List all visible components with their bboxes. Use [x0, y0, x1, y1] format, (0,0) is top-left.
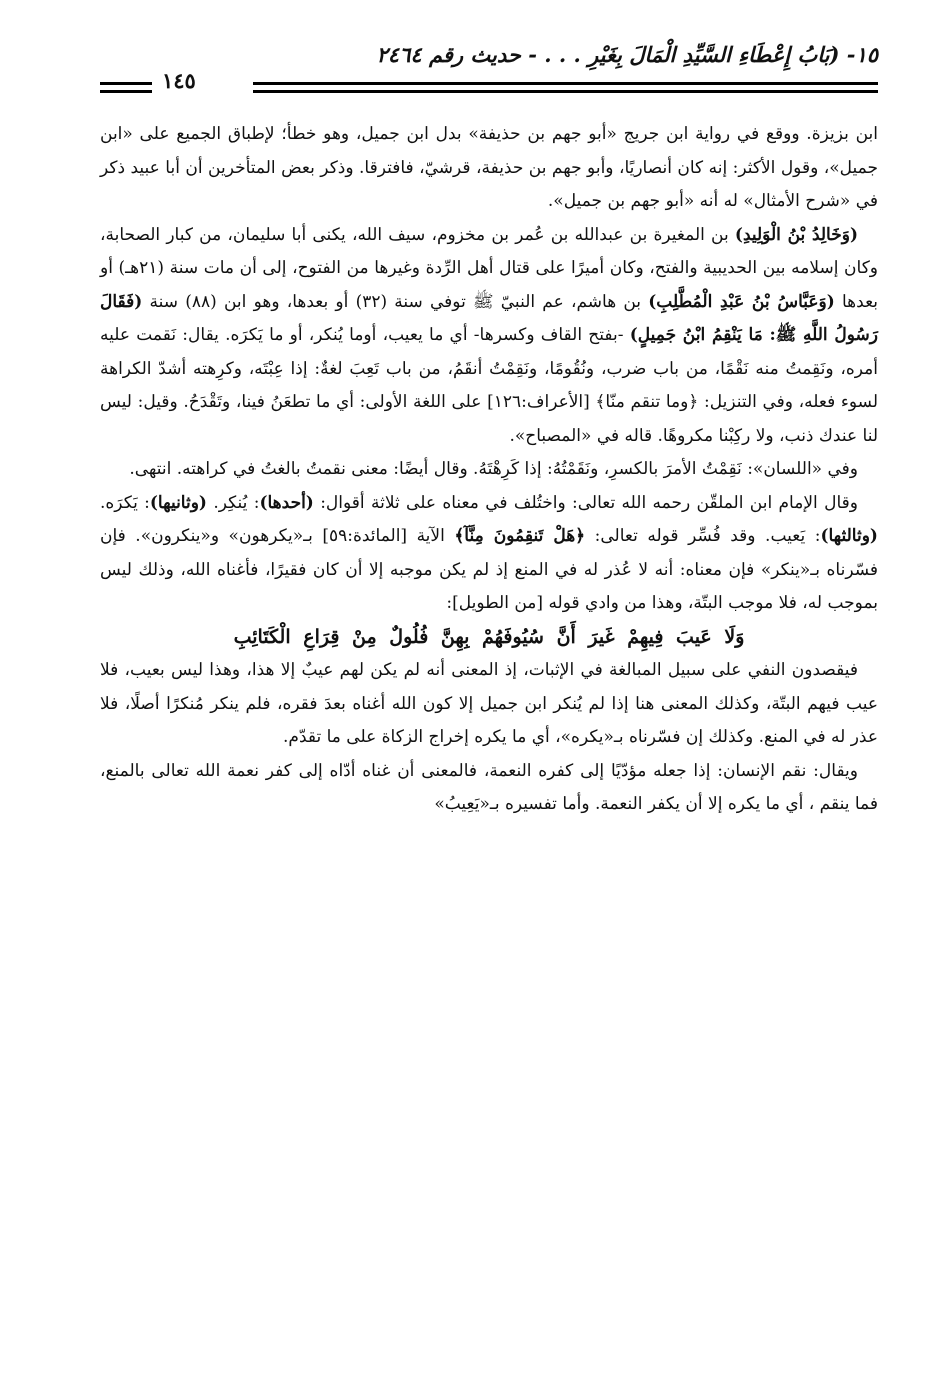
paragraph: [100, 487, 878, 621]
bold-phrase: (فَقَالَ رَسُولُ اللَّهِ ﷺ: مَا يَنْقِمُ ابْنُ جَمِيلٍ): [100, 291, 878, 345]
paragraph: [100, 654, 878, 755]
text-run: بن المغيرة بن عبدالله بن عُمر بن مخزوم، سيف الله، يكنى أبا سليمان، من كبار الصحابة، وكان إسلامه بين الحديبية والفتح، وكان أميرًا على قتال أهل الرِّدة وغيرها من الفتوح، إلى أن مات سنة (٢١هـ) أو بعدها: [100, 224, 879, 312]
bold-phrase: (وَخَالِدُ بْنُ الْوَلِيدِ): [734, 224, 858, 245]
header-rule-bottom: [253, 90, 878, 93]
text-run: : يَكرَه.: [100, 492, 150, 513]
text-run: وفي «اللسان»: نَقِمْتُ الأمرَ بالكسرِ، ونَقَمْتُهُ: إذا كَرِهْتَهُ. وقال أيضًا: معنى نقمتُ بالغتُ في كراهته. انتهى.: [129, 459, 858, 479]
page-number-rule-bottom: [100, 90, 152, 93]
text-run: بن هاشم، عم النبيّ ﷺ توفي سنة (٣٢) أو بعدها، وهو ابن (٨٨) سنة: [142, 291, 649, 312]
text-run: ويقال: نقم الإنسان: إذا جعله مؤدّيًا إلى كفره النعمة، فالمعنى أن غناه أدّاه إلى كفر نعمة الله تعالى بالمنع، فما ينقم ، أي ما يكره إلا أن يكفر النعمة. وأما تفسيره بـ«يَعِيبُ»: [100, 760, 878, 814]
header-rule-top: [253, 82, 878, 85]
text-run: الآية [المائدة:٥٩] بـ«يكرهون» و«ينكرون». فإن فسّرناه بـ«ينكر» فإن معناه: أنه لا عُذر له في المنع إذ لم يكن موجبه إلا أن كان فقيرًا، فأغناه الله، وذلك ليس بموجب له، فلا موجب البتّة، وهذا من وادي قوله [من الطويل]:: [100, 526, 878, 613]
paragraph: [100, 453, 878, 487]
page-header: [100, 38, 878, 100]
text-run: : يَعيب. وقد فُسِّر قوله تعالى:: [585, 526, 821, 546]
body-text: [100, 118, 878, 822]
text-run: : يُنكِر.: [206, 492, 260, 513]
bold-phrase: ﴿هَلْ تَنقِمُونَ مِنَّآ﴾: [454, 526, 586, 546]
paragraph: [100, 755, 878, 822]
bold-phrase: (وثانيها): [149, 492, 207, 513]
page-number-rule-top: [100, 82, 152, 85]
bold-phrase: (وَعَبَّاسُ بْنُ عَبْدِ الْمُطَّلِبِ): [648, 291, 835, 312]
bold-phrase: وَلَا عَيبَ فِيهِمْ غَيرَ أَنَّ سُيُوفَهُمْ بِهِنَّ فُلُولٌ مِنْ قِرَاعِ الْكَتَائِبِ: [233, 625, 745, 648]
bold-phrase: (وثالثها): [820, 526, 878, 546]
text-run: ابن بزيزة. ووقع في رواية ابن جريج «أبو جهم بن حذيفة» بدل ابن جميل، وهو خطأ؛ لإطباق الجميع على «ابن جميل»، وقول الأكثر: إنه كان أنصاريًا، وأبو جهم بن حذيفة، قرشيّ، فافترقا. وذكر بعض المتأخرين أن أبا عبيد ذكر في «شرح الأمثال» له أنه «أبو جهم بن جميل».: [100, 124, 878, 211]
poetry-verse: [100, 621, 878, 655]
bold-phrase: (أحدها): [259, 492, 314, 513]
paragraph: [100, 219, 878, 454]
text-run: وقال الإمام ابن الملقّن رحمه الله تعالى: واختُلف في معناه على ثلاثة أقوال:: [313, 492, 858, 513]
text-run: فيقصدون النفي على سبيل المبالغة في الإثبات، إذ المعنى أنه لم يكن لهم عيبٌ إلا هذا، وهذا ليس بعيب، فلا عيب فيهم البتّة، وكذلك المعنى هنا إذا لم يُنكر ابن جميل إلا كون الله أغناه بعدَ فقره، فلم ينكر مُنكرًا أصلًا، فلا عذر له في المنع. وكذلك إن فسّرناه بـ«يكره»، أي ما يكره إخراج الزكاة على ما تقدّم.: [100, 660, 878, 747]
running-title: ١٥- (بَابُ إِعْطَاءِ السَّيِّدِ الْمَالَ بِغَيْرِ . . . - حديث رقم ٢٤٦٤: [376, 42, 878, 67]
paragraph: [100, 118, 878, 219]
page-number: ١٤٥: [162, 68, 196, 93]
text-run: -بفتح القاف وكسرها- أي ما يعيب، أوما يُنكر، أو ما يَكرَه. يقال: نَقمت عليه أمره، ونَقِمتُ منه نَقْمًا، من باب ضرب، ونُقُومًا، ونَقِمْتُ أنقَمُ، من باب تَعِبَ لغةٌ: إذا عِبْتَه، وكرِهته أشدّ الكراهة لسوء فعله، وفي التنزيل: ﴿وما تنقم منّا﴾ [الأعراف:١٢٦] على اللغة الأولى: أي ما تطعَنُ فينا، وتَقْدَحُ. وقيل: ليس لنا عندك ذنب، ولا ركِبْنا مكروهًا. قاله في «المصباح».: [100, 325, 878, 446]
